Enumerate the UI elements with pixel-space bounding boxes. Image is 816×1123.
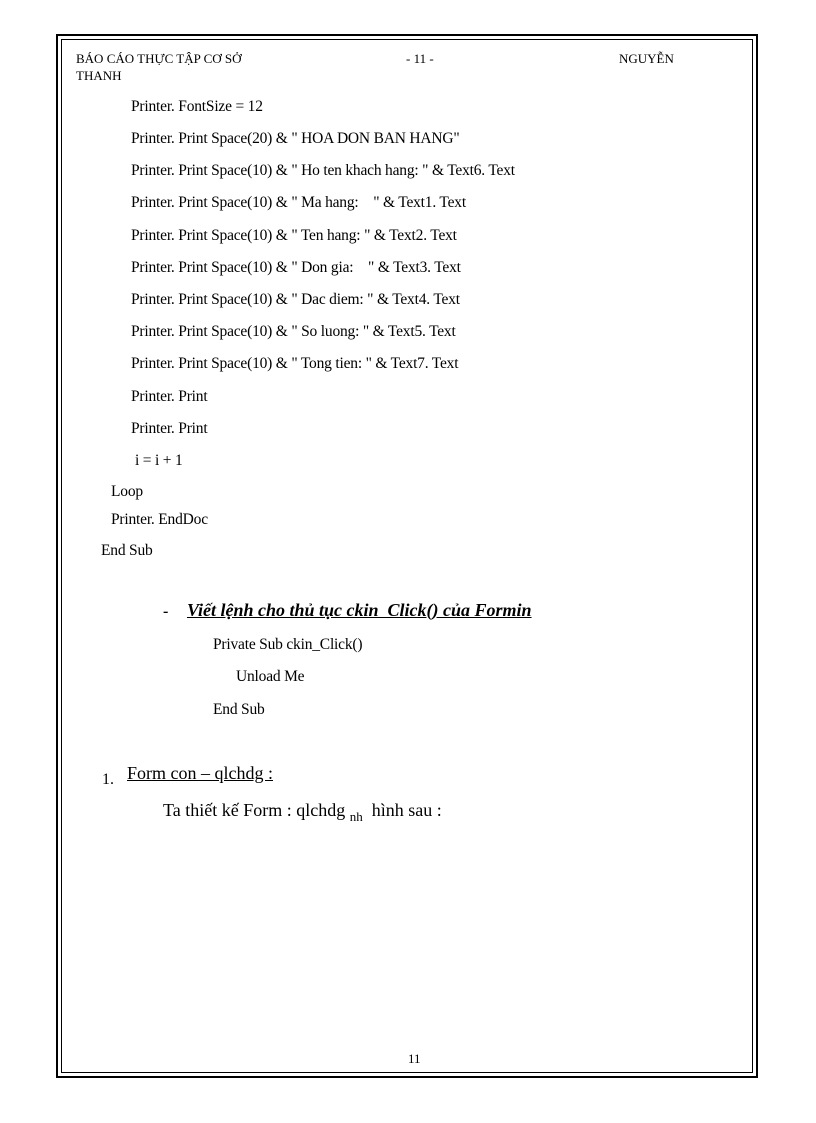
code-line: Loop xyxy=(111,483,143,500)
code-line: Printer. Print Space(20) & " HOA DON BAN HANG" xyxy=(131,130,460,147)
code-line: Printer. Print Space(10) & " Don gia: " & Text3. Text xyxy=(131,259,461,276)
desc-subscript: nh xyxy=(349,809,363,824)
header-page-center: - 11 - xyxy=(406,51,434,66)
desc-before: Ta thiết kế Form : qlchdg xyxy=(163,800,346,820)
section-heading: Viết lệnh cho thủ tục ckin Click() của Formin xyxy=(187,600,532,620)
code-line: Printer. Print Space(10) & " Ma hang: " & Text1. Text xyxy=(131,194,466,211)
code-line: End Sub xyxy=(101,542,153,559)
code-line: Printer. Print xyxy=(131,388,208,405)
section-description xyxy=(163,800,442,824)
section-title: Form con – qlchdg : xyxy=(127,763,273,783)
code-line: Private Sub ckin_Click() xyxy=(213,636,363,653)
code-line: Printer. Print Space(10) & " Tong tien: " & Text7. Text xyxy=(131,355,459,372)
header-left-line1: BÁO CÁO THỰC TẬP CƠ SỞ xyxy=(76,51,242,66)
code-line: End Sub xyxy=(213,701,265,718)
section-number: 1. xyxy=(102,771,114,788)
footer-page-number: 11 xyxy=(408,1051,421,1066)
code-line: Printer. FontSize = 12 xyxy=(131,98,263,115)
code-line: Printer. Print xyxy=(131,420,208,437)
desc-after: hình sau : xyxy=(371,800,442,820)
code-line: Printer. Print Space(10) & " Ten hang: " & Text2. Text xyxy=(131,227,457,244)
code-line: Printer. Print Space(10) & " So luong: " & Text5. Text xyxy=(131,323,456,340)
heading-bullet: - xyxy=(163,603,169,620)
code-line: Printer. Print Space(10) & " Ho ten khach hang: " & Text6. Text xyxy=(131,162,515,179)
code-line: Printer. Print Space(10) & " Dac diem: " & Text4. Text xyxy=(131,291,460,308)
code-line: i = i + 1 xyxy=(135,452,183,469)
header-right: NGUYỄN xyxy=(619,51,674,66)
header-left-line2: THANH xyxy=(76,68,122,83)
code-line: Unload Me xyxy=(236,668,305,685)
code-line: Printer. EndDoc xyxy=(111,511,208,528)
